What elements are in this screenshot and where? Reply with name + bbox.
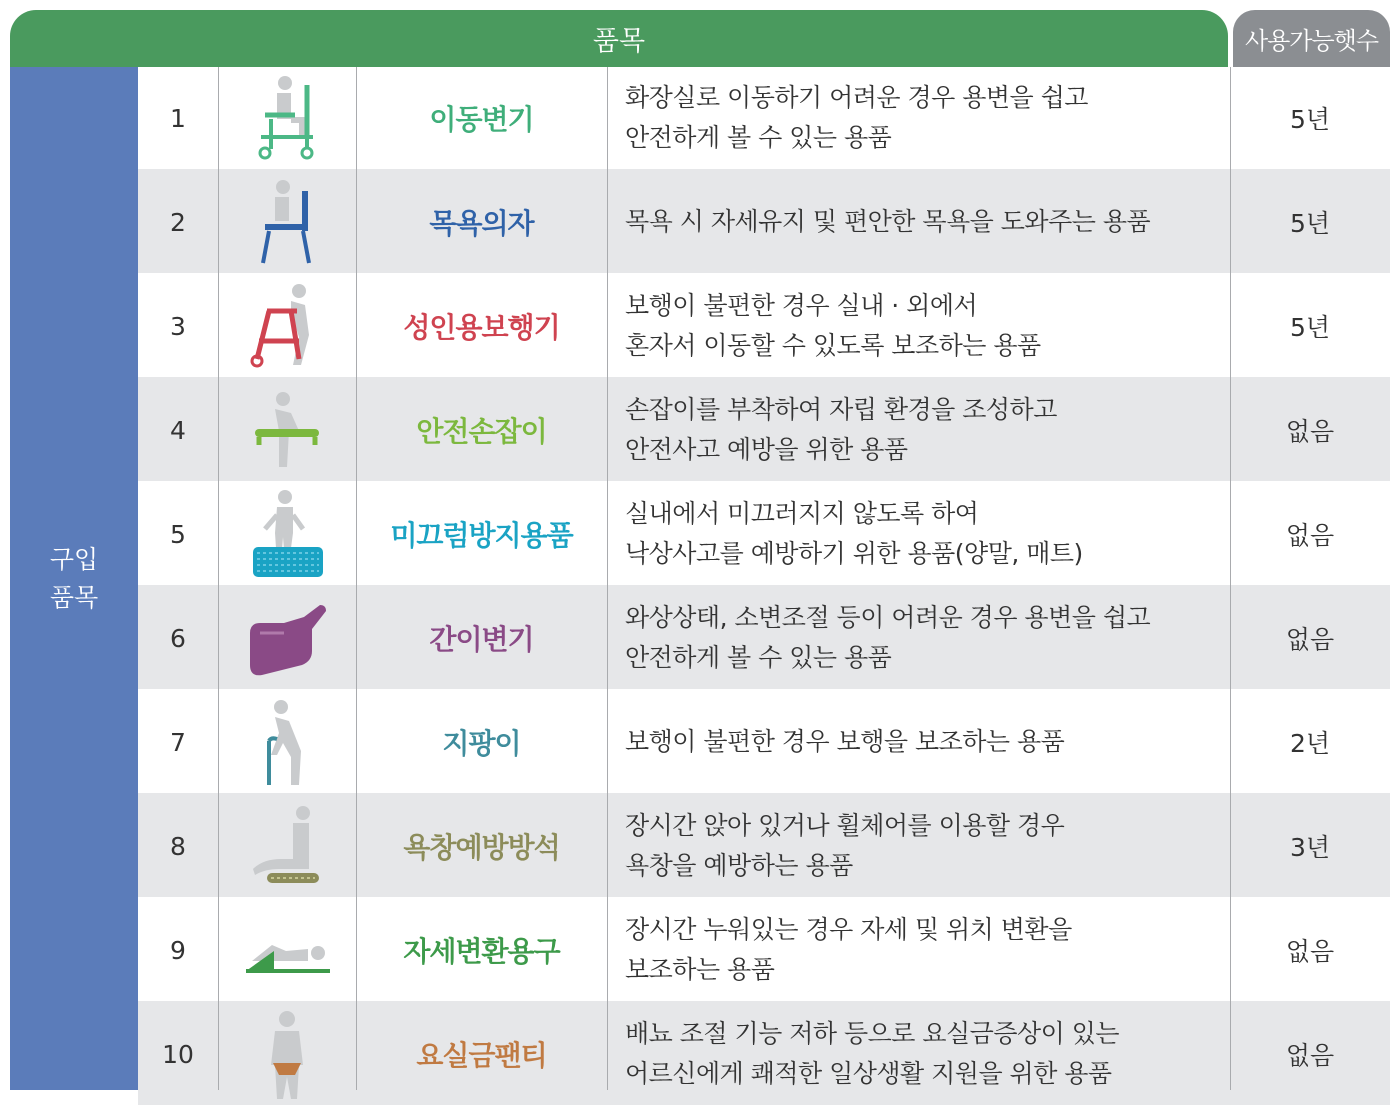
usage-years: 5년 — [1289, 105, 1331, 134]
description-line-2: 욕창을 예방하는 용품 — [625, 851, 853, 880]
table-row — [138, 171, 1390, 275]
usage-years: 2년 — [1289, 729, 1331, 758]
header-item: 품목 — [10, 10, 1228, 67]
item-name: 지팡이 — [442, 727, 521, 760]
usage-years: 5년 — [1289, 209, 1331, 238]
table-row — [138, 379, 1390, 483]
category-cell — [10, 67, 138, 1090]
item-description — [607, 275, 1230, 377]
description-line-1: 보행이 불편한 경우 보행을 보조하는 용품 — [625, 727, 1065, 756]
table-row — [138, 899, 1390, 1003]
row-number: 7 — [170, 727, 186, 757]
table-row — [138, 691, 1390, 795]
bath-chair-icon — [218, 171, 356, 273]
description-line-1: 화장실로 이동하기 어려운 경우 용변을 쉽고 — [625, 83, 1088, 112]
row-number: 4 — [170, 415, 186, 445]
item-description — [607, 899, 1230, 1001]
description-line-1: 장시간 앉아 있거나 휠체어를 이용할 경우 — [625, 811, 1065, 840]
item-name: 목욕의자 — [429, 207, 534, 240]
usage-years: 5년 — [1289, 313, 1331, 342]
usage-years: 없음 — [1285, 417, 1335, 446]
row-number: 8 — [170, 831, 186, 861]
description-line-2: 안전하게 볼 수 있는 용품 — [625, 123, 892, 152]
description-line-1: 목욕 시 자세유지 및 편안한 목욕을 도와주는 용품 — [625, 207, 1151, 236]
header-usage-years: 사용가능햇수 — [1233, 10, 1390, 67]
pressure-cushion-icon — [218, 795, 356, 897]
row-number: 6 — [170, 623, 186, 653]
table-row — [138, 587, 1390, 691]
description-line-1: 보행이 불편한 경우 실내 · 외에서 — [625, 291, 978, 320]
row-number: 9 — [170, 935, 186, 965]
divider — [218, 67, 219, 1090]
item-description — [607, 67, 1230, 169]
item-name: 미끄럼방지용품 — [390, 519, 573, 552]
usage-years: 없음 — [1285, 937, 1335, 966]
item-name: 성인용보행기 — [403, 311, 560, 344]
description-line-2: 혼자서 이동할 수 있도록 보조하는 용품 — [625, 331, 1041, 360]
item-description — [607, 379, 1230, 481]
item-description — [607, 483, 1230, 585]
item-name: 간이변기 — [429, 623, 534, 656]
description-line-1: 실내에서 미끄러지지 않도록 하여 — [625, 499, 979, 528]
item-name: 욕창예방방석 — [403, 831, 560, 864]
table-row — [138, 1003, 1390, 1107]
divider — [1230, 67, 1231, 1090]
item-description — [607, 587, 1230, 689]
table-row — [138, 67, 1390, 171]
item-name: 요실금팬티 — [416, 1039, 547, 1072]
item-table — [138, 67, 1390, 1107]
usage-years: 없음 — [1285, 521, 1335, 550]
row-number: 2 — [170, 207, 186, 237]
row-number: 1 — [170, 103, 186, 133]
item-name: 자세변환용구 — [403, 935, 560, 968]
table-row — [138, 275, 1390, 379]
anti-slip-icon — [218, 483, 356, 585]
table-row — [138, 795, 1390, 899]
portable-toilet-icon — [218, 587, 356, 689]
description-line-2: 보조하는 용품 — [625, 955, 775, 984]
table-row — [138, 483, 1390, 587]
description-line-2: 어르신에게 쾌적한 일상생활 지원을 위한 용품 — [625, 1059, 1112, 1088]
item-name: 이동변기 — [429, 103, 534, 136]
row-number: 10 — [162, 1039, 194, 1069]
row-number: 5 — [170, 519, 186, 549]
cane-icon — [218, 691, 356, 793]
item-description — [607, 171, 1230, 273]
usage-years: 3년 — [1289, 833, 1331, 862]
description-line-2: 낙상사고를 예방하기 위한 용품(양말, 매트) — [625, 539, 1083, 568]
description-line-1: 와상상태, 소변조절 등이 어려운 경우 용변을 쉽고 — [625, 603, 1151, 632]
description-line-2: 안전사고 예방을 위한 용품 — [625, 435, 908, 464]
safety-handrail-icon — [218, 379, 356, 481]
description-line-1: 손잡이를 부착하여 자립 환경을 조성하고 — [625, 395, 1057, 424]
row-number: 3 — [170, 311, 186, 341]
description-line-2: 안전하게 볼 수 있는 용품 — [625, 643, 892, 672]
divider — [607, 67, 608, 1090]
item-description — [607, 795, 1230, 897]
usage-years: 없음 — [1285, 625, 1335, 654]
description-line-1: 배뇨 조절 기능 저하 등으로 요실금증상이 있는 — [625, 1019, 1120, 1048]
divider — [356, 67, 357, 1090]
walker-icon — [218, 275, 356, 377]
item-name: 안전손잡이 — [416, 415, 547, 448]
commode-chair-icon — [218, 67, 356, 169]
item-description — [607, 691, 1230, 793]
usage-years: 없음 — [1285, 1041, 1335, 1070]
category-line-1: 구입 — [49, 544, 99, 574]
description-line-1: 장시간 누워있는 경우 자세 및 위치 변환을 — [625, 915, 1072, 944]
category-line-2: 품목 — [49, 582, 99, 612]
position-aid-icon — [218, 899, 356, 1001]
